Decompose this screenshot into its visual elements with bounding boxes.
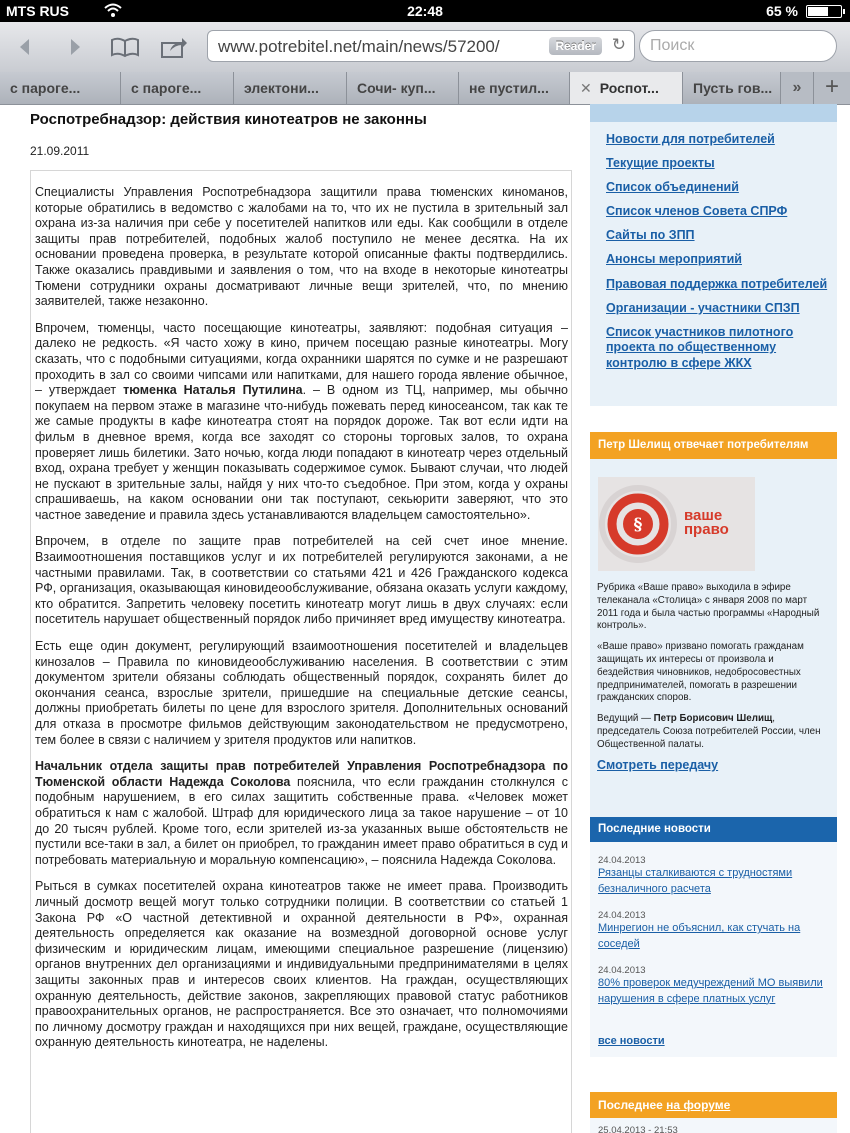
quoted-person: тюменка Наталья Путилина <box>123 383 303 398</box>
search-input[interactable] <box>639 30 837 62</box>
menu-link[interactable]: Правовая поддержка потребителей <box>606 276 828 291</box>
tab-3[interactable]: электони... <box>234 72 347 104</box>
menu-link[interactable]: Текущие проекты <box>606 156 715 171</box>
official-name: Начальник отдела защиты прав потребителей Управления Роспотребнадзора по Тюменской области Надежда Соколова <box>35 759 568 789</box>
status-bar <box>0 0 850 22</box>
reader-button[interactable]: Reader <box>549 37 602 55</box>
menu-link[interactable]: Организации - участники СПЗП <box>606 300 800 315</box>
clock: 22:48 <box>407 3 443 19</box>
address-bar[interactable] <box>207 30 635 62</box>
battery-percent: 65 % <box>766 3 798 19</box>
promo-title: Петр Шелищ отвечает потребителям <box>590 432 837 459</box>
tab-active[interactable] <box>570 72 683 104</box>
close-tab-icon[interactable]: ✕ <box>580 80 592 96</box>
menu-link[interactable]: Анонсы мероприятий <box>606 252 742 267</box>
forum-date: 25.04.2013 - 21:53 <box>598 1125 678 1133</box>
news-link[interactable]: Рязанцы сталкиваются с трудностями безналичного расчета <box>598 867 793 895</box>
svg-text:§: § <box>633 515 643 535</box>
text: . – В одном из ТЦ, например, мы обычно покупаем на первом этаже в магазине что-нибудь пожевать перед киносеансом, так как те же самые продукты в кафе кинотеатра стоят на порядок дороже. Так вот если идти на фильм в дневное время, когда все заходят со стороны торговых залов, то охрана проверяет лишь билетики. Зато ночью, когда люди попадают в кинотеатр через отдельный вход, охрана требует у женщин показывать содержимое сумок. Бывают случаи, что людей не пускают в зрительные залы, найдя у них что-то съедобное. При этом, когда у охраны спрашиваешь, на каком основании они так поступают, секьюрити заверяют, что это частное заведение и правила здесь устанавливаются владельцем самостоятельно». <box>35 383 568 522</box>
browser-toolbar <box>0 22 850 73</box>
back-icon[interactable] <box>8 32 42 62</box>
text: пояснила, что если гражданин столкнулся с подобным нарушением, в его силах защитить собственные права. «Человек может обратиться к нам с жалобой. Штраф для юридического лица за такое нарушение – от 10 до 20 тысяч рублей. Кроме того, если зрителей из-за указанных выше обстоятельств не пустили все-таки в зал, а билет он приобрел, то гражданин имеет право обратиться в суд и потребовать материальную и моральную компенсацию», – пояснила Надежда Соколова. <box>35 774 568 867</box>
tab-bar <box>0 72 850 105</box>
article-date: 21.09.2011 <box>30 144 90 158</box>
forum-title <box>590 1092 837 1118</box>
news-item <box>598 910 830 952</box>
host-name: Петр Борисович Шелищ <box>653 713 773 725</box>
promo-paragraph: Рубрика «Ваше право» выходила в эфире телеканала «Столица» с января 2008 по март 2011 года и была частью программы «Народный контроль». <box>597 582 820 632</box>
news-title: Последние новости <box>590 817 837 842</box>
paragraph: Рыться в сумках посетителей охрана кинотеатров также не имеет права. Производить личный досмотр вещей могут только сотрудники полиции. В соответствии со статьей 1 Закона РФ «О частной детективной и охранной деятельности в РФ», охранная деятельность определяется как оказание на возмездной договорной основе услуг физическим и юридическим лицам, имеющими специальное разрешение (лицензию) органов внутренних дел организациями и индивидуальными предпринимателями в целях защиты законных прав и интересов своих клиентов. На граждан, осуществляющих охранную деятельность, действие законов, закрепляющих правовой статус работников правоохранительных органов, не распространяется. Все это означает, что полномочиями по личному досмотру граждан и находящихся при них вещей, граждане, осуществляющие охранную деятельность кинотеатра, не наделены. <box>35 879 568 1050</box>
search-placeholder: Поиск <box>650 37 695 54</box>
tab-active-label: Роспот... <box>599 80 659 96</box>
carrier-label: MTS RUS <box>6 3 69 19</box>
news-item <box>598 855 830 897</box>
tab-2[interactable]: с пароге... <box>121 72 234 104</box>
paragraph: Есть еще один документ, регулирующий взаимоотношения посетителей и владельцев кинозалов – Правила по киновидеообслуживанию населения. В соответствии с этим документом зрители обязаны соблюдать общественный порядок, сохранять билет до окончания сеанса, взрослые зрители, пришедшие на специальные детские сеансы, должны приобретать билеты по цене для взрослого зрителя. Дополнительных оснований для отказа в просмотре фильмов действующим законодательством не предусмотрено, тем более в связи с наличием у зрителя продуктов или напитков. <box>35 639 568 747</box>
news-link[interactable]: 80% проверок медучреждений МО выявили нарушения в сфере платных услуг <box>598 977 823 1005</box>
forum-link[interactable]: на форуме <box>666 1098 731 1112</box>
promo-image[interactable] <box>598 477 755 571</box>
watch-link[interactable]: Смотреть передачу <box>597 758 719 772</box>
text: Ведущий — <box>597 713 654 725</box>
sidebar-menu <box>590 104 837 406</box>
forward-icon[interactable] <box>58 32 92 62</box>
news-date: 24.04.2013 <box>598 965 646 976</box>
text: Впрочем, тюменцы, часто посещающие кинотеатры, заявляют: подобная ситуация – далеко не редкость. «Я часто хожу в кино, причем посещаю разные кинотеатры. Могу сказать, что с подобными ситуациями, когда охранники шарятся по сумке и не разрешают проходить в зал со своими чипсами или напитками, для нашего города явление обычное, – утверждает <box>35 320 568 398</box>
news-date: 24.04.2013 <box>598 910 646 921</box>
reload-icon[interactable]: ↻ <box>611 35 626 54</box>
tab-4[interactable]: Сочи- куп... <box>347 72 459 104</box>
menu-header <box>590 104 837 122</box>
menu-link[interactable]: Сайты по ЗПП <box>606 228 695 243</box>
promo-paragraph <box>597 713 829 751</box>
bookmarks-icon[interactable] <box>108 32 142 62</box>
menu-link[interactable]: Список объединений <box>606 180 739 195</box>
text: , председатель Союза потребителей России, член Общественной палаты. <box>597 713 821 750</box>
menu-link[interactable]: Список участников пилотного проекта по общественному контролю в сфере ЖКХ <box>606 324 794 370</box>
promo-block <box>590 432 837 817</box>
paragraph: Специалисты Управления Роспотребнадзора защитили права тюменских киноманов, которые обратились в ведомство с жалобами на то, что их не пустила в зрительный зал охрана из-за наличия при себе у посетителей напитков или еды. Как сообщили в отделе защиты прав потребителей, подобных жалоб поступило не менее десятка. На их основании проведена проверка, в результате которой описанные факты подтвердились. Также оказались правдивыми и заявления о том, что на входе в некоторые кинотеатры Тюмени сотрудники охраны досматривают личные вещи зрителей, что, по мнению заявителей, также незаконно. <box>35 185 568 309</box>
menu-link[interactable]: Список членов Совета СПРФ <box>606 204 788 219</box>
tab-5[interactable]: не пустил... <box>459 72 570 104</box>
paragraph: Впрочем, в отделе по защите прав потребителей на сей счет иное мнение. Взаимоотношения поставщиков услуг и их потребителей регулируются законами, а не частными правилами. Так, в соответствии со статьями 421 и 426 Гражданского кодекса РФ, организация, оказывающая киновидеообслуживание, обязана оказать услуги каждому, кто обратится. Запретить человеку посетить кинотеатр могут лишь в двух случаях: если посетитель нарушает общественный порядок либо причиняет вред имуществу кинотеатра. <box>35 534 568 627</box>
new-tab-button[interactable]: + <box>813 72 850 104</box>
paragraph <box>35 759 568 868</box>
article-title: Роспотребнадзор: действия кинотеатров не законны <box>30 111 427 128</box>
news-date: 24.04.2013 <box>598 855 646 866</box>
url-text: www.potrebitel.net/main/news/57200/ <box>218 37 500 56</box>
tab-1[interactable]: с пароге... <box>0 72 121 104</box>
share-icon[interactable] <box>157 32 191 62</box>
news-item <box>598 965 830 1007</box>
promo-paragraph: «Ваше право» призвано помогать гражданам защищать их интересы от произвола и бездействия чиновников, недобросовестных предпринимателей, помогать в разрешении гражданских споров. <box>597 641 804 704</box>
tab-7[interactable]: Пусть гов... <box>683 72 781 104</box>
latest-news <box>590 817 837 1057</box>
menu-link[interactable]: Новости для потребителей <box>606 132 775 146</box>
forum-block <box>590 1092 837 1133</box>
news-link[interactable]: Минрегион не объяснил, как стучать на соседей <box>598 922 801 950</box>
more-tabs-icon[interactable]: » <box>792 79 802 96</box>
paragraph <box>35 321 568 524</box>
promo-logo-text: ваше право <box>684 507 729 538</box>
battery-icon <box>806 5 842 18</box>
article-body <box>30 170 572 1133</box>
all-news-link[interactable]: все новости <box>598 1035 665 1047</box>
text: Последнее <box>598 1098 667 1112</box>
promo-text <box>597 582 829 760</box>
